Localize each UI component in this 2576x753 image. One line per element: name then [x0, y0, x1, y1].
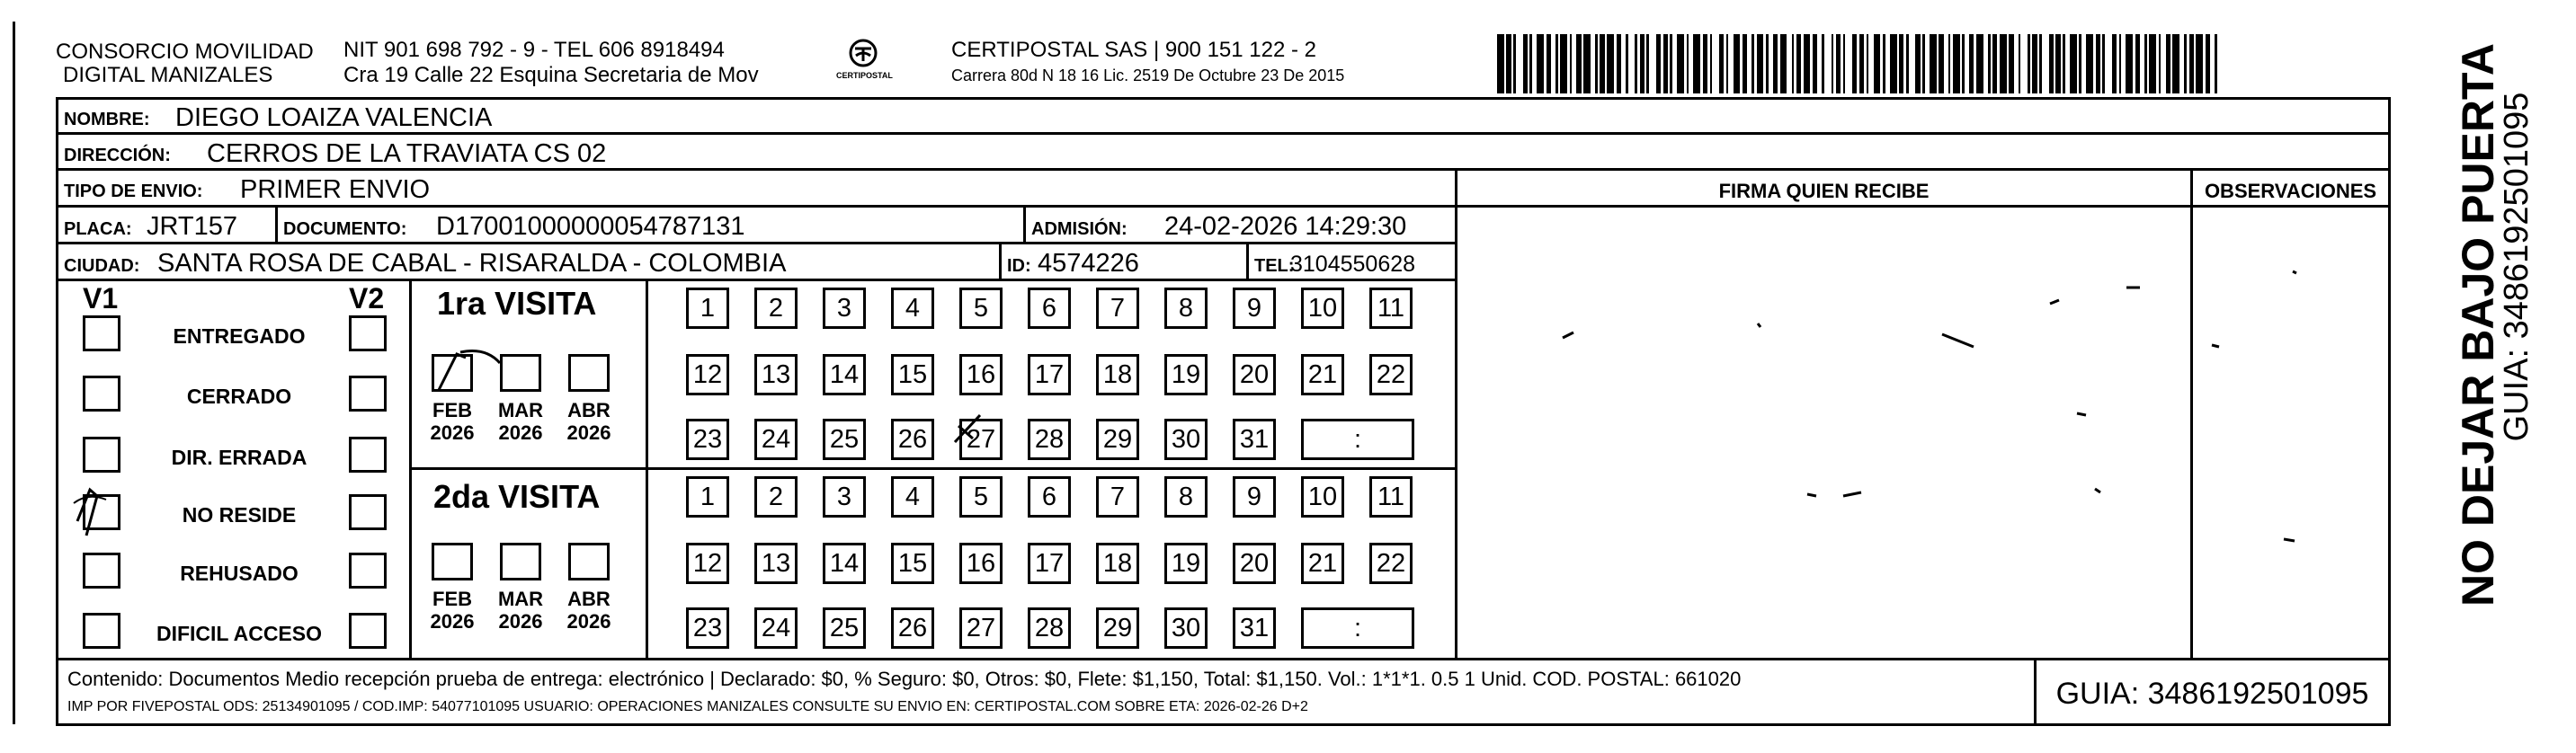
status-label: REHUSADO: [180, 562, 299, 585]
ciudad-value: SANTA ROSA DE CABAL - RISARALDA - COLOMBIA: [157, 249, 787, 278]
tel-value: 3104550628: [1290, 252, 1416, 277]
status-label: DIFICIL ACCESO: [156, 622, 322, 645]
day-box[interactable]: 24: [754, 607, 798, 649]
day-box[interactable]: 13: [754, 354, 798, 395]
day-box[interactable]: 31: [1233, 607, 1276, 649]
day-box[interactable]: 9: [1233, 476, 1276, 518]
ciudad-label: CIUDAD:: [64, 256, 140, 276]
day-box[interactable]: 14: [823, 354, 866, 395]
nombre-value: DIEGO LOAIZA VALENCIA: [175, 103, 493, 132]
day-box[interactable]: 7: [1096, 288, 1139, 329]
month-label: FEB 2026: [430, 399, 475, 445]
day-box[interactable]: 1: [686, 476, 729, 518]
day-box[interactable]: 9: [1233, 288, 1276, 329]
nit-line1: NIT 901 698 792 - 9 - TEL 606 8918494: [343, 38, 725, 62]
certipostal-line1: CERTIPOSTAL SAS | 900 151 122 - 2: [951, 38, 1316, 62]
id-label: ID:: [1007, 256, 1031, 276]
footer-line2: IMP POR FIVEPOSTAL ODS: 25134901095 / COD.IMP: 54077101095 USUARIO: OPERACIONES MANIZALES CONSULTE SU ENVIO EN: CERTIPOSTAL.COM SOBRE ETA: 2026-02-26 D+2: [67, 699, 1308, 714]
month-label: ABR 2026: [566, 588, 611, 633]
day-box[interactable]: 26: [891, 419, 934, 460]
day-box[interactable]: 29: [1096, 419, 1139, 460]
day-box[interactable]: 11: [1369, 288, 1413, 329]
day-box[interactable]: 15: [891, 354, 934, 395]
day-box[interactable]: 5: [959, 288, 1003, 329]
day-box[interactable]: 24: [754, 419, 798, 460]
month-label: FEB 2026: [430, 588, 475, 633]
day-box[interactable]: 6: [1028, 476, 1071, 518]
nombre-label: NOMBRE:: [64, 110, 150, 129]
status-label: ENTREGADO: [173, 324, 306, 348]
day-box[interactable]: 6: [1028, 288, 1071, 329]
month-label: ABR 2026: [566, 399, 611, 445]
footer-line1: Contenido: Documentos Medio recepción prueba de entrega: electrónico | Declarado: $0, % Seguro: $0, Otros: $0, Flete: $1,150, Total: $1,150. Vol.: 1*1*1. 0.5 1 Unid. COD. POSTAL: 661020: [67, 668, 1742, 690]
direccion-value: CERROS DE LA TRAVIATA CS 02: [207, 139, 607, 168]
day-box[interactable]: 14: [823, 543, 866, 584]
day-box[interactable]: 16: [959, 543, 1003, 584]
first-visit-label: 1ra VISITA: [437, 285, 597, 322]
side-text-wrapper: [2406, 43, 2550, 647]
day-box[interactable]: 18: [1096, 354, 1139, 395]
day-box[interactable]: 30: [1164, 607, 1208, 649]
day-box[interactable]: 27: [959, 419, 1003, 460]
day-box[interactable]: 20: [1233, 543, 1276, 584]
observaciones-label: OBSERVACIONES: [2204, 180, 2377, 202]
day-box[interactable]: 29: [1096, 607, 1139, 649]
day-box[interactable]: 15: [891, 543, 934, 584]
status-label: CERRADO: [186, 385, 292, 408]
day-box[interactable]: 28: [1028, 607, 1071, 649]
id-value: 4574226: [1038, 249, 1139, 278]
day-box[interactable]: 19: [1164, 543, 1208, 584]
footer-guia-box: [2034, 658, 2391, 726]
day-box[interactable]: 17: [1028, 543, 1071, 584]
day-box[interactable]: 7: [1096, 476, 1139, 518]
day-box[interactable]: 4: [891, 476, 934, 518]
day-box[interactable]: 17: [1028, 354, 1071, 395]
month-label: MAR 2026: [497, 588, 544, 633]
side-guia-number: GUIA: 3486192501095: [2498, 92, 2536, 442]
admision-label: ADMISIÓN:: [1031, 219, 1128, 239]
tipo-value: PRIMER ENVIO: [240, 175, 431, 204]
day-box[interactable]: 30: [1164, 419, 1208, 460]
second-visit-label: 2da VISITA: [433, 478, 601, 515]
day-box[interactable]: 2: [754, 288, 798, 329]
status-label: NO RESIDE: [182, 503, 297, 527]
day-box[interactable]: 12: [686, 354, 729, 395]
month-label: MAR 2026: [497, 399, 544, 445]
no-dejar-warning: NO DEJAR BAJO PUERTA: [2453, 43, 2503, 607]
day-box[interactable]: 22: [1369, 354, 1413, 395]
day-box[interactable]: 18: [1096, 543, 1139, 584]
direccion-label: DIRECCIÓN:: [64, 146, 171, 165]
firma-label: FIRMA QUIEN RECIBE: [1718, 180, 1930, 202]
day-box[interactable]: 19: [1164, 354, 1208, 395]
day-box[interactable]: 23: [686, 607, 729, 649]
day-box[interactable]: 5: [959, 476, 1003, 518]
day-box[interactable]: 12: [686, 543, 729, 584]
tipo-label: TIPO DE ENVIO:: [64, 182, 203, 201]
day-box[interactable]: 3: [823, 476, 866, 518]
day-box[interactable]: 28: [1028, 419, 1071, 460]
day-box[interactable]: 4: [891, 288, 934, 329]
day-box[interactable]: 25: [823, 419, 866, 460]
status-label: DIR. ERRADA: [171, 446, 308, 469]
admision-value: 24-02-2026 14:29:30: [1164, 212, 1407, 241]
placa-label: PLACA:: [64, 219, 132, 239]
day-box[interactable]: 21: [1301, 543, 1344, 584]
day-box[interactable]: 8: [1164, 288, 1208, 329]
day-box[interactable]: 11: [1369, 476, 1413, 518]
tel-label: TEL:: [1254, 256, 1295, 276]
placa-value: JRT157: [147, 212, 238, 241]
documento-label: DOCUMENTO:: [283, 219, 407, 239]
day-box[interactable]: 10: [1301, 476, 1344, 518]
day-box[interactable]: 27: [959, 607, 1003, 649]
day-box[interactable]: 21: [1301, 354, 1344, 395]
footer-guia: GUIA: 3486192501095: [2055, 677, 2369, 711]
day-box[interactable]: 16: [959, 354, 1003, 395]
day-box[interactable]: 23: [686, 419, 729, 460]
day-box[interactable]: 2: [754, 476, 798, 518]
day-box[interactable]: 8: [1164, 476, 1208, 518]
day-box[interactable]: 22: [1369, 543, 1413, 584]
day-box[interactable]: 25: [823, 607, 866, 649]
certipostal-line2: Carrera 80d N 18 16 Lic. 2519 De Octubre 23 De 2015: [951, 66, 1345, 84]
company-name-line2: DIGITAL MANIZALES: [63, 63, 273, 87]
company-name-line1: CONSORCIO MOVILIDAD: [56, 40, 314, 64]
day-box[interactable]: 20: [1233, 354, 1276, 395]
v2-label: V2: [349, 282, 385, 314]
day-box[interactable]: 1: [686, 288, 729, 329]
time-box[interactable]: :: [1301, 607, 1414, 649]
v1-label: V1: [83, 282, 119, 314]
nit-line2: Cra 19 Calle 22 Esquina Secretaria de Mov: [343, 63, 759, 87]
day-box[interactable]: 13: [754, 543, 798, 584]
day-box[interactable]: 3: [823, 288, 866, 329]
day-box[interactable]: 10: [1301, 288, 1344, 329]
documento-value: D17001000000054787131: [436, 212, 745, 241]
day-box[interactable]: 31: [1233, 419, 1276, 460]
logo-text: CERTIPOSTAL: [836, 71, 893, 80]
day-box[interactable]: 26: [891, 607, 934, 649]
time-box[interactable]: :: [1301, 419, 1414, 460]
